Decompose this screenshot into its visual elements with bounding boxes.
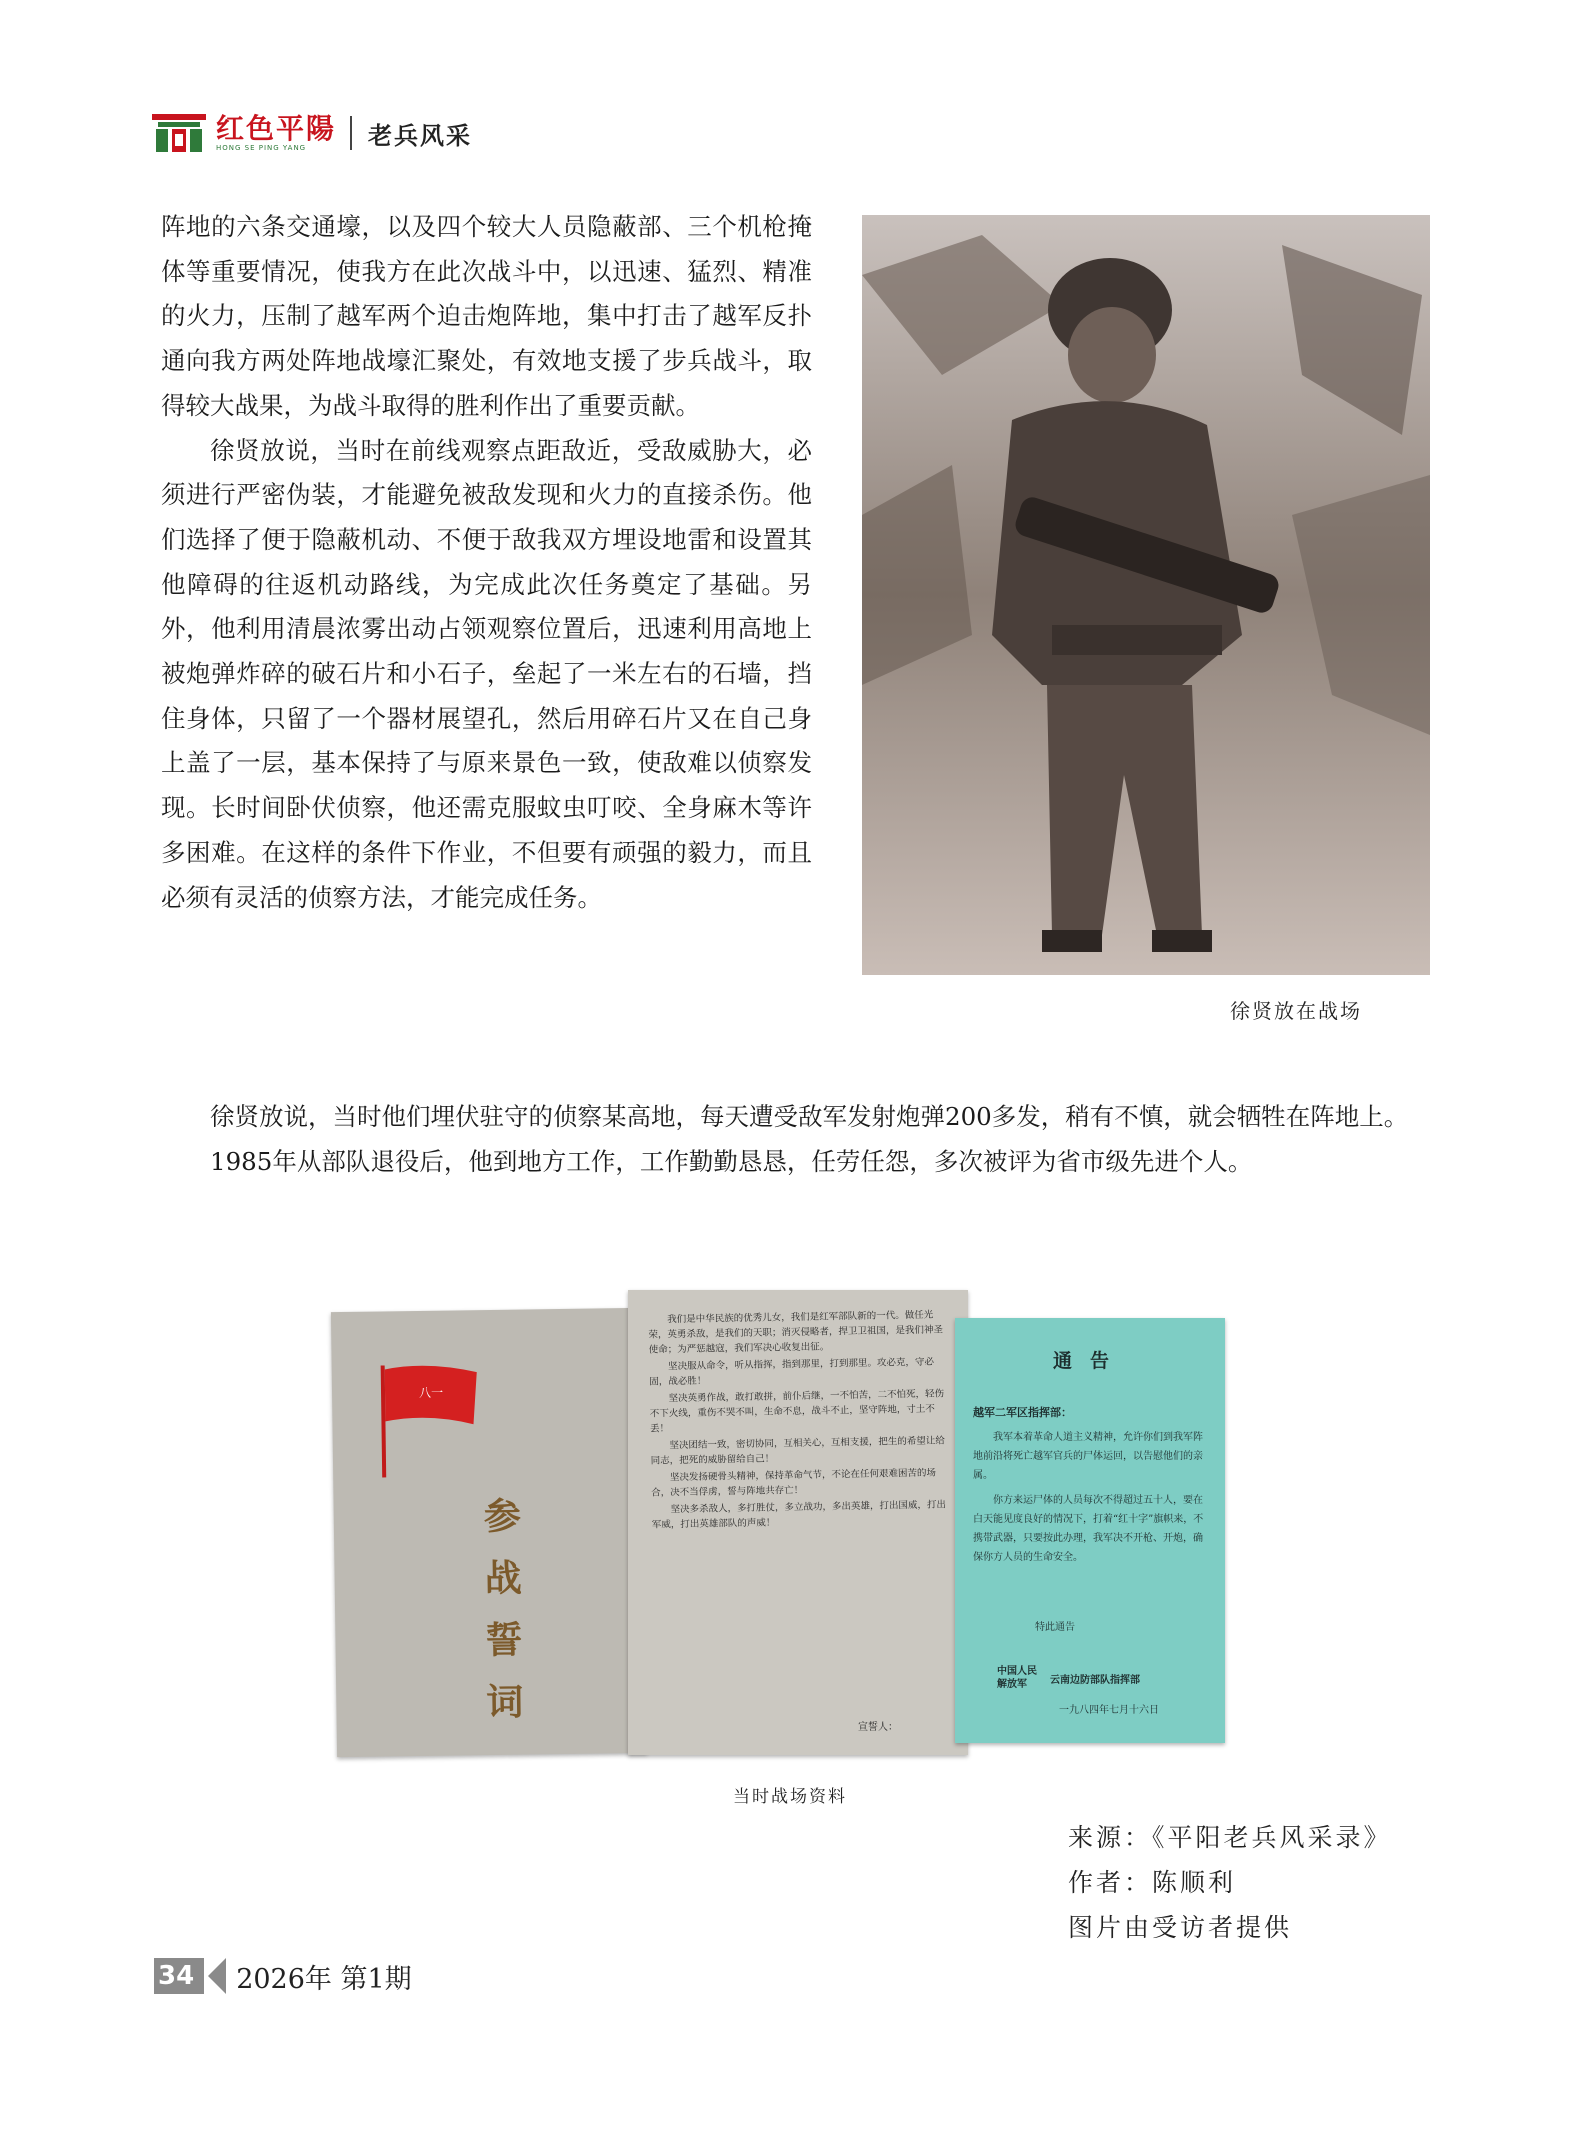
credit-source: 来源：《平阳老兵风采录》	[1068, 1823, 1392, 1852]
notice-org-left: 中国人民解放军	[997, 1666, 1037, 1690]
logo-icon	[150, 112, 208, 154]
credit-photo: 图片由受访者提供	[1068, 1913, 1293, 1942]
page-footer	[154, 1958, 412, 1994]
section-title: 老兵风采	[368, 121, 473, 150]
issue-label: 2026年 第1期	[236, 1963, 412, 1995]
documents-caption: 当时战场资料	[733, 1787, 847, 1807]
notice-paragraph: 我军本着革命人道主义精神，允许你们到我军阵地前沿将死亡越军官兵的尸体运回，以告慰他们的亲属。	[973, 1432, 1203, 1481]
article-body	[161, 1095, 1430, 1184]
credits	[1068, 1815, 1392, 1950]
oath-paragraph: 坚决服从命令，听从指挥，指到那里，打到那里。攻必克，守必固，战必胜！	[649, 1356, 935, 1388]
page-header	[150, 108, 472, 158]
documents-photo	[330, 1290, 1230, 1760]
notice-org-right: 云南边防部队指挥部	[1050, 1675, 1140, 1686]
oath-signature: 宣誓人：	[858, 1722, 898, 1733]
notice-paragraph: 你方来运尸体的人员每次不得超过五十人，要在白天能见度良好的情况下，打着“红十字”旗帜来，不携带武器，只要按此办理，我军决不开枪、开炮，确保你方人员的生命安全。	[973, 1495, 1204, 1563]
paragraph: 徐贤放说，当时他们埋伏驻守的侦察某高地，每天遭受敌军发射炮弹200多发，稍有不慎，就会牺牲在阵地上。	[210, 1102, 1409, 1131]
article-column	[161, 205, 812, 920]
oath-paragraph: 坚决英勇作战，敢打敢拼，前仆后继，一不怕苦，二不怕死，轻伤不下火线，重伤不哭不叫，生命不息，战斗不止，坚守阵地，寸土不丢！	[649, 1388, 945, 1435]
page-tab-arrow	[208, 1958, 226, 1994]
oath-paragraph: 坚决团结一致，密切协同，互相关心，互相支援，把生的希望让给同志，把死的威胁留给自己！	[650, 1435, 945, 1467]
oath-booklet-cover	[331, 1308, 647, 1757]
oath-title: 参战誓词	[483, 1493, 524, 1725]
photo-caption: 徐贤放在战场	[1230, 999, 1362, 1023]
oath-paragraph: 坚决发扬硬骨头精神，保持革命气节，不论在任何艰难困苦的场合，决不当俘虏，誓与阵地共存亡！	[651, 1467, 937, 1499]
flag-label: 八一	[418, 1385, 444, 1400]
notice-closing: 特此通告	[1035, 1622, 1075, 1633]
page-number: 34	[154, 1958, 204, 1994]
paragraph: 1985年从部队退役后，他到地方工作，工作勤勤恳恳，任劳任怨，多次被评为省市级先进个人。	[210, 1146, 1253, 1176]
soldier-photo	[862, 215, 1430, 975]
oath-paragraph: 坚决多杀敌人，多打胜仗，多立战功，多出英雄，打出国威，打出军威，打出英雄部队的声威！	[651, 1499, 947, 1531]
header-divider	[350, 116, 352, 150]
logo-text: 红色平陽	[216, 112, 337, 145]
oath-text-page	[628, 1290, 968, 1755]
credit-author: 作者：陈顺利	[1068, 1868, 1237, 1897]
notice-leaflet	[955, 1318, 1225, 1743]
notice-date: 一九八四年七月十六日	[1059, 1705, 1159, 1716]
paragraph: 阵地的六条交通壕，以及四个较大人员隐蔽部、三个机枪掩体等重要情况，使我方在此次战斗中，以迅速、猛烈、精准的火力，压制了越军两个迫击炮阵地，集中打击了越军反扑通向我方两处阵地战壕汇聚处，有效地支援了步兵战斗，取得较大战果，为战斗取得的胜利作出了重要贡献。	[161, 212, 812, 420]
oath-paragraph: 我们是中华民族的优秀儿女，我们是红军部队新的一代。做任光荣，英勇杀敌，是我们的天职；消灭侵略者，捍卫卫祖国，是我们神圣使命；为严惩越寇，我们军决心收复出征。	[648, 1309, 944, 1356]
notice-title: 通告	[1052, 1350, 1127, 1372]
logo-subtext: HONG SE PING YANG	[216, 144, 307, 152]
notice-recipient: 越军二军区指挥部：	[973, 1406, 1072, 1419]
flag-icon	[377, 1360, 489, 1486]
paragraph: 徐贤放说，当时在前线观察点距敌近，受敌威胁大，必须进行严密伪装，才能避免被敌发现和火力的直接杀伤。他们选择了便于隐蔽机动、不便于敌我双方埋设地雷和设置其他障碍的往返机动路线，为完成此次任务奠定了基础。另外，他利用清晨浓雾出动占领观察位置后，迅速利用高地上被炮弹炸碎的破石片和小石子，垒起了一米左右的石墙，挡住身体，只留了一个器材展望孔，然后用碎石片又在自己身上盖了一层，基本保持了与原来景色一致，使敌难以侦察发现。长时间卧伏侦察，他还需克服蚊虫叮咬、全身麻木等许多困难。在这样的条件下作业，不但要有顽强的毅力，而且必须有灵活的侦察方法，才能完成任务。	[161, 435, 812, 912]
